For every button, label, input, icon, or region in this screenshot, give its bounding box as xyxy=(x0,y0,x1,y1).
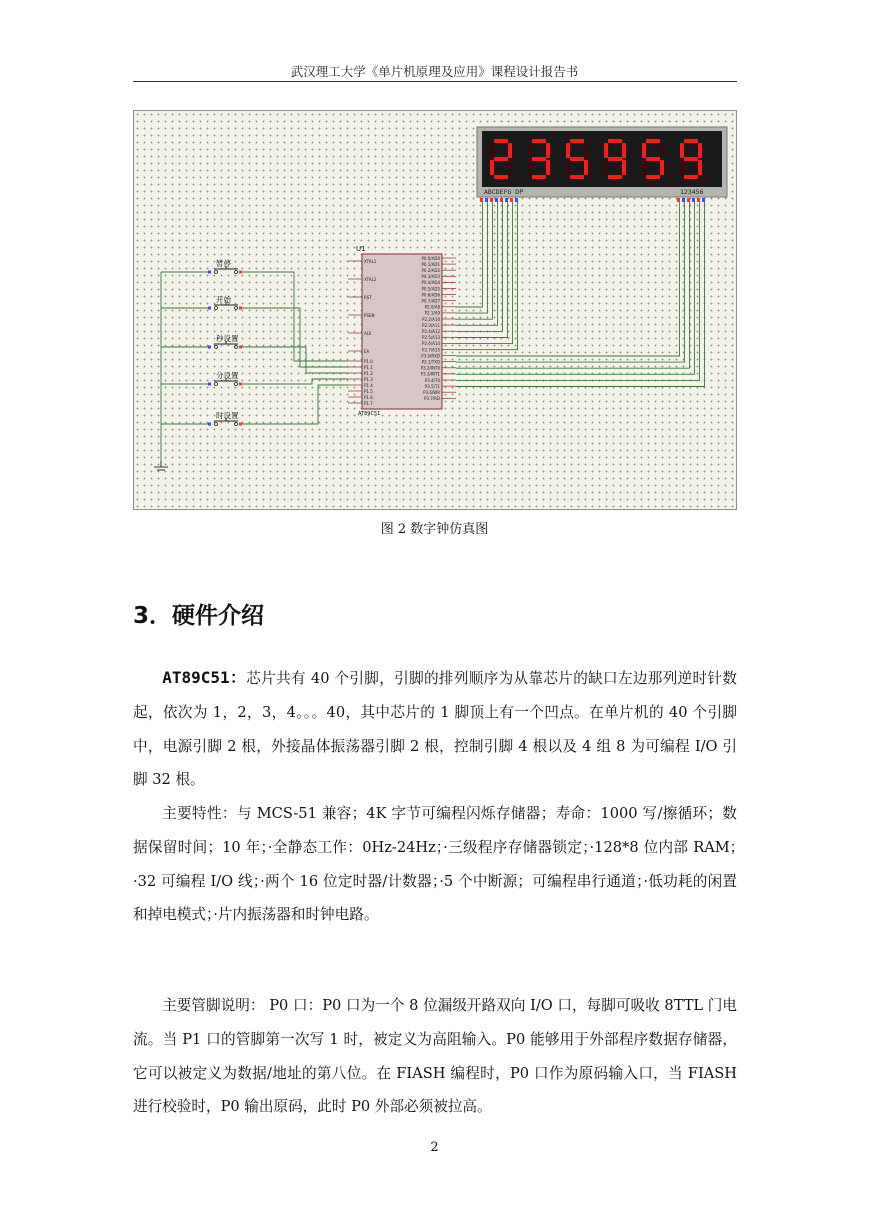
segment-b xyxy=(584,143,588,158)
display-pin xyxy=(677,198,680,202)
section-title: 3．硬件介绍 xyxy=(133,603,265,629)
push-button[interactable] xyxy=(208,333,242,349)
chip-pin-label: ALE xyxy=(364,330,372,336)
chip-pin-label: P3.2/INT0 xyxy=(420,365,440,371)
decimal-point xyxy=(628,175,632,179)
segment-g xyxy=(532,157,546,161)
segment-e xyxy=(490,160,494,175)
segment-d xyxy=(532,175,546,179)
chip-pin-label: P0.1/AD1 xyxy=(421,261,440,267)
push-button[interactable] xyxy=(208,294,242,310)
chip-pin-label: P3.0/RXD xyxy=(421,353,440,359)
chip-pin-label: EA xyxy=(364,348,370,354)
digit-label: 123456 xyxy=(680,188,704,196)
simulation-figure xyxy=(133,110,737,510)
chip-pin-label: P0.2/AD2 xyxy=(421,268,440,273)
chip-ref: U1 xyxy=(356,245,366,253)
segment-b xyxy=(660,143,664,158)
chip-pin-label: P1.1 xyxy=(364,364,373,370)
paragraph-1 xyxy=(133,661,737,797)
chip-pin-label: P1.0 xyxy=(364,358,373,364)
segment-c xyxy=(584,160,588,175)
chip-pin-label: P1.3 xyxy=(364,376,373,382)
button-label: 暂停 xyxy=(216,259,231,268)
chip-pin-label: P0.0/AD0 xyxy=(421,255,440,261)
chip-pin-label: P2.5/A13 xyxy=(422,335,440,341)
segment-f xyxy=(680,143,684,158)
decimal-point xyxy=(704,175,708,179)
decimal-point xyxy=(666,175,670,179)
chip-pin-label: P0.4/AD4 xyxy=(421,280,440,286)
chip-pin-label: RST xyxy=(364,294,372,300)
display-pin xyxy=(702,198,705,202)
paragraph-lead: AT89C51： xyxy=(162,668,247,687)
display-pin xyxy=(485,198,488,202)
segment-a xyxy=(570,139,584,143)
segment-c xyxy=(698,160,702,175)
ground-symbol xyxy=(154,461,168,470)
chip-pin-label: P0.5/AD5 xyxy=(421,286,440,292)
chip-pin-label: P1.7 xyxy=(364,400,373,406)
segment-c xyxy=(546,160,550,175)
segment-e xyxy=(566,160,570,175)
push-button[interactable] xyxy=(208,370,242,386)
segment-b xyxy=(546,143,550,158)
paragraph-3-text: 主要管脚说明： P0 口：P0 口为一个 8 位漏级开路双向 I/O 口，每脚可吸收 8TTL 门电流。当 P1 口的管脚第一次写 1 时，被定义为高阻输入。P0 能够用于外部程序数据存储器，它可以被定义为数据/地址的第八位。在 FIASH 编程时，P0 口作为原码输入口，当 FIASH 进行校验时，P0 输出原码，此时 P0 外部必须被拉高。 xyxy=(133,997,737,1116)
chip-pin-label: P0.3/AD3 xyxy=(421,274,440,280)
header-rule xyxy=(133,81,737,82)
segment-b xyxy=(698,143,702,158)
display-pin xyxy=(682,198,685,202)
button-label: 分设置 xyxy=(216,371,239,380)
display-pin xyxy=(687,198,690,202)
chip-pin-label: P3.3/INT1 xyxy=(420,371,440,377)
chip-pin-label: P2.6/A14 xyxy=(422,341,440,347)
display-pin xyxy=(490,198,493,202)
display-pin xyxy=(495,198,498,202)
chip-pin-label: P2.3/A11 xyxy=(422,322,440,328)
chip-pin-label: XTAL2 xyxy=(364,276,377,282)
page-header: 武汉理工大学《单片机原理及应用》课程设计报告书 xyxy=(290,64,579,79)
chip-pin-label: P3.7/RD xyxy=(424,396,440,402)
segment-a xyxy=(646,139,660,143)
display-pin xyxy=(510,198,513,202)
chip-pin-label: P3.4/T0 xyxy=(424,377,440,383)
display-pin xyxy=(515,198,518,202)
segment-a xyxy=(608,139,622,143)
paragraph-3 xyxy=(133,989,737,1124)
segment-a xyxy=(532,139,546,143)
chip-part: AT89C51 xyxy=(358,411,381,417)
figure-caption: 图 2 数字钟仿真图 xyxy=(380,522,489,537)
segment-d xyxy=(570,175,584,179)
chip-pin-label: P3.5/T1 xyxy=(424,383,440,389)
decimal-point xyxy=(590,175,594,179)
segment-c xyxy=(660,160,664,175)
schematic xyxy=(134,111,737,510)
chip-pin-label: P2.4/A12 xyxy=(422,329,440,334)
segment-c xyxy=(622,160,626,175)
chip-pin-label: P3.6/WR xyxy=(423,390,440,395)
chip-pin-label: P1.4 xyxy=(364,382,373,388)
button-label: 开始 xyxy=(216,295,231,304)
segment-f xyxy=(490,143,494,158)
seven-segment-display xyxy=(477,127,727,197)
segment-e xyxy=(680,160,684,175)
chip-pin-label: P2.7/A15 xyxy=(422,347,440,353)
segment-a xyxy=(494,139,508,143)
segment-d xyxy=(646,175,660,179)
segment-d xyxy=(684,175,698,179)
segment-g xyxy=(570,157,584,161)
segment-e xyxy=(604,160,608,175)
decimal-point xyxy=(514,175,518,179)
chip-pin-label: PSEN xyxy=(364,312,375,318)
segment-e xyxy=(642,160,646,175)
chip-pin-label: P0.6/AD6 xyxy=(421,292,440,298)
chip-pin-label: P3.1/TXD xyxy=(421,359,440,365)
page-number: 2 xyxy=(430,1140,439,1155)
chip-pin-label: P1.5 xyxy=(364,388,373,394)
chip-pin-label: P1.6 xyxy=(364,394,373,400)
segment-f xyxy=(566,143,570,158)
segment-g xyxy=(608,157,622,161)
chip-pin-label: P2.2/A10 xyxy=(422,316,440,322)
segment-e xyxy=(528,160,532,175)
chip-pin-label: P2.1/A9 xyxy=(424,310,440,316)
display-pin xyxy=(480,198,483,202)
push-button[interactable] xyxy=(208,410,242,426)
paragraph-2-text: 主要特性：与 MCS-51 兼容；4K 字节可编程闪烁存储器；寿命：1000 写/擦循环；数据保留时间；10 年；·全静态工作：0Hz-24Hz；·三级程序存储器锁定；·128*8 位内部 RAM；·32 可编程 I/O 线；·两个 16 位定时器/计数器；·5 个中断源；可编程串行通道；·低功耗的闲置和掉电模式；·片内振荡器和时钟电路。 xyxy=(133,805,737,924)
segment-label: ABCDEFG DP xyxy=(484,188,524,196)
chip-pin-label: XTAL1 xyxy=(364,258,377,264)
segment-d xyxy=(608,175,622,179)
segment-b xyxy=(508,143,512,158)
segment-f xyxy=(528,143,532,158)
decimal-point xyxy=(552,175,556,179)
segment-c xyxy=(508,160,512,175)
button-label: 时设置 xyxy=(216,411,239,420)
display-pin xyxy=(697,198,700,202)
segment-g xyxy=(684,157,698,161)
segment-f xyxy=(642,143,646,158)
paragraph-2 xyxy=(133,797,737,932)
mcu-chip xyxy=(348,245,456,417)
chip-pin-label: P1.2 xyxy=(364,370,373,376)
segment-b xyxy=(622,143,626,158)
segment-g xyxy=(494,157,508,161)
display-pin xyxy=(505,198,508,202)
display-pin xyxy=(500,198,503,202)
paragraph-1-text: 芯片共有 40 个引脚，引脚的排列顺序为从靠芯片的缺口左边那列逆时针数起，依次为 1，2，3，4。。。40，其中芯片的 1 脚顶上有一个凹点。在单片机的 40 个引脚中，电源引脚 2 根，外接晶体振荡器引脚 2 根，控制引脚 4 根以及 4 组 8 为可编程 I/O 引脚 32 根。 xyxy=(133,670,737,789)
segment-d xyxy=(494,175,508,179)
display-pin xyxy=(692,198,695,202)
segment-a xyxy=(684,139,698,143)
chip-pin-label: P0.7/AD7 xyxy=(421,298,440,304)
button-label: 秒设置 xyxy=(216,334,239,343)
segment-f xyxy=(604,143,608,158)
chip-pin-label: P2.0/A8 xyxy=(424,304,440,310)
segment-g xyxy=(646,157,660,161)
push-button[interactable] xyxy=(208,258,242,274)
